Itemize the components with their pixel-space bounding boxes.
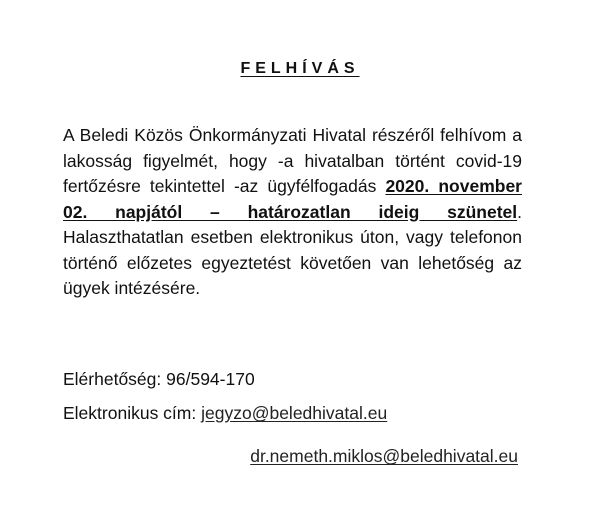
email-label: Elektronikus cím: (63, 403, 197, 423)
email-secondary-link[interactable]: dr.nemeth.miklos@beledhivatal.eu (250, 446, 518, 466)
notice-date-emphasis: 2020. november 02. napjától – határozatlan ideig szünetel (63, 176, 522, 222)
notice-body-rest: . Halaszthatatlan esetben elektronikus úton, vagy telefonon történő előzetes egyeztetést követően van lehetőség az ügyek intézésére. (63, 201, 522, 298)
contact-email-secondary-line (250, 445, 518, 467)
notice-body (63, 123, 522, 302)
contact-phone-line (63, 368, 255, 390)
notice-body-intro: A Beledi Közös Önkormányzati Hivatal részéről felhívom a lakosság figyelmét, hogy -a hivatalban történt covid-19 fertőzésre tekintettel -az ügyfélfogadás (63, 125, 522, 196)
contact-email-line (63, 402, 387, 424)
email-primary-link[interactable]: jegyzo@beledhivatal.eu (201, 403, 388, 423)
phone-number: 96/594-170 (166, 369, 255, 389)
notice-title: FELHÍVÁS (240, 60, 360, 77)
phone-label: Elérhetőség: (63, 369, 162, 389)
